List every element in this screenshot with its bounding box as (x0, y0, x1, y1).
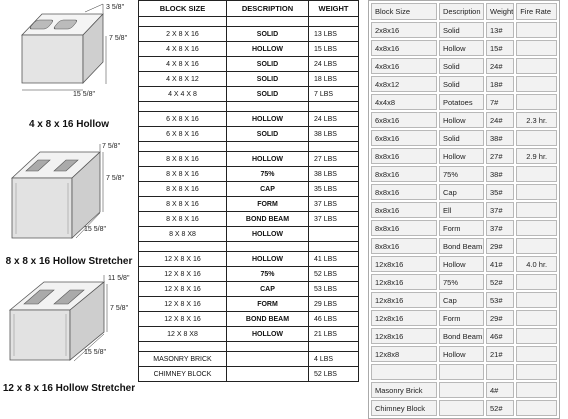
cell-fire-rate (516, 202, 557, 218)
cell-weight: 35# (486, 184, 514, 200)
table-row (139, 227, 359, 242)
cell-weight: 37 LBS (309, 197, 359, 212)
cell-block-size: 12x8x16 (371, 310, 437, 326)
block-8x8x16-drawing (0, 138, 138, 253)
cell-block-size: 4 X 4 X 8 (139, 87, 227, 102)
cell-weight (309, 142, 359, 152)
cell-weight: 29 LBS (309, 297, 359, 312)
cell-weight: 15# (486, 40, 514, 56)
block-caption: 4 x 8 x 16 Hollow (28, 119, 110, 130)
cell-weight: 41 LBS (309, 252, 359, 267)
cell-weight: 35 LBS (309, 182, 359, 197)
cell-description (227, 242, 309, 252)
table-row (139, 297, 359, 312)
cell-description: Solid (439, 76, 484, 92)
cell-weight: 18 LBS (309, 72, 359, 87)
cell-fire-rate (516, 364, 557, 380)
cell-block-size: 12x8x8 (371, 346, 437, 362)
header-weight: Weight (486, 3, 514, 20)
cell-block-size: 4x8x16 (371, 58, 437, 74)
cell-block-size: 8x8x16 (371, 202, 437, 218)
cell-weight: 13 LBS (309, 27, 359, 42)
cell-block-size: 12x8x16 (371, 256, 437, 272)
table-row (371, 202, 557, 218)
table-row (139, 27, 359, 42)
cell-fire-rate (516, 40, 557, 56)
block-caption: 12 x 8 x 16 Hollow Stretcher (2, 383, 136, 394)
cell-block-size: 4x4x8 (371, 94, 437, 110)
cell-weight: 24# (486, 58, 514, 74)
table-spacer-row (371, 364, 557, 380)
cell-fire-rate (516, 292, 557, 308)
table-row (139, 312, 359, 327)
cell-weight: 24 LBS (309, 57, 359, 72)
cell-weight: 7# (486, 94, 514, 110)
table-row (139, 352, 359, 367)
cell-weight: 29# (486, 310, 514, 326)
cell-block-size: 8x8x16 (371, 220, 437, 236)
cell-description: 75% (227, 267, 309, 282)
cell-weight: 15 LBS (309, 42, 359, 57)
table-spacer-row (139, 342, 359, 352)
table-row (139, 112, 359, 127)
cell-weight: 24 LBS (309, 112, 359, 127)
cell-description: CAP (227, 182, 309, 197)
table-row (139, 212, 359, 227)
cell-description: HOLLOW (227, 227, 309, 242)
cell-description (439, 382, 484, 398)
cell-block-size: 8 X 8 X 16 (139, 212, 227, 227)
cell-fire-rate (516, 166, 557, 182)
table-row (371, 220, 557, 236)
cell-block-size (139, 142, 227, 152)
table-row (371, 346, 557, 362)
cell-fire-rate (516, 238, 557, 254)
cell-block-size: Chimney Block (371, 400, 437, 416)
cell-weight: 13# (486, 22, 514, 38)
table-spacer-row (139, 242, 359, 252)
cell-description: HOLLOW (227, 42, 309, 57)
cell-fire-rate (516, 58, 557, 74)
cell-fire-rate (516, 94, 557, 110)
table-header-row (371, 3, 557, 20)
table-row (371, 166, 557, 182)
table-row (139, 252, 359, 267)
cell-description: Ell (439, 202, 484, 218)
cell-description: 75% (227, 167, 309, 182)
table-row (371, 112, 557, 128)
cell-description: Cap (439, 184, 484, 200)
cell-weight: 41# (486, 256, 514, 272)
dim-depth-label: 7 5/8" (102, 143, 121, 150)
cell-description: Solid (439, 22, 484, 38)
cell-block-size (139, 102, 227, 112)
cell-weight: 52 LBS (309, 367, 359, 382)
cell-block-size: MASONRY BRICK (139, 352, 227, 367)
table-row (139, 42, 359, 57)
cell-weight: 18# (486, 76, 514, 92)
cell-description: HOLLOW (227, 112, 309, 127)
cell-block-size: CHIMNEY BLOCK (139, 367, 227, 382)
cell-weight: 38# (486, 130, 514, 146)
cell-fire-rate (516, 328, 557, 344)
table-row (371, 274, 557, 290)
cell-fire-rate (516, 220, 557, 236)
cell-description (227, 102, 309, 112)
table-row (371, 22, 557, 38)
cell-fire-rate (516, 22, 557, 38)
cell-block-size: 4 X 8 X 16 (139, 57, 227, 72)
table-row (371, 382, 557, 398)
table-row (371, 76, 557, 92)
table-row (139, 182, 359, 197)
block-12x8x16-drawing (0, 272, 138, 382)
cell-block-size (139, 342, 227, 352)
cell-description: Hollow (439, 40, 484, 56)
table-row (371, 292, 557, 308)
cell-block-size: 12x8x16 (371, 292, 437, 308)
block-illustrations (0, 0, 138, 400)
table-body (139, 17, 359, 382)
cell-weight: 27# (486, 148, 514, 164)
cell-weight: 37# (486, 220, 514, 236)
table-row (371, 40, 557, 56)
cell-description: Solid (439, 130, 484, 146)
cell-description (227, 352, 309, 367)
dim-length-label: 15 5/8" (73, 91, 95, 98)
cell-description: SOLID (227, 57, 309, 72)
header-description: Description (439, 3, 484, 20)
cell-block-size: 4x8x16 (371, 40, 437, 56)
cell-fire-rate (516, 310, 557, 326)
cell-description (227, 367, 309, 382)
dim-height-label: 7 5/8" (106, 175, 125, 182)
cell-description (439, 400, 484, 416)
table-body (371, 22, 557, 416)
table-row (371, 328, 557, 344)
dim-depth-label: 11 5/8" (108, 275, 130, 282)
cell-weight: 4# (486, 382, 514, 398)
cell-block-size: 12 X 8 X 16 (139, 267, 227, 282)
header-block-size: BLOCK SIZE (139, 1, 227, 17)
cell-weight (309, 227, 359, 242)
cell-description: Potatoes (439, 94, 484, 110)
table-row (139, 282, 359, 297)
cell-weight: 52 LBS (309, 267, 359, 282)
table-row (139, 127, 359, 142)
cell-weight: 21# (486, 346, 514, 362)
cell-fire-rate: 4.0 hr. (516, 256, 557, 272)
cell-block-size (371, 364, 437, 380)
cell-weight: 38 LBS (309, 127, 359, 142)
cell-block-size: 4x8x12 (371, 76, 437, 92)
cell-block-size: 6 X 8 X 16 (139, 127, 227, 142)
cell-description: HOLLOW (227, 152, 309, 167)
cell-description: CAP (227, 282, 309, 297)
cell-block-size: 6 X 8 X 16 (139, 112, 227, 127)
cell-block-size: 8 X 8 X 16 (139, 167, 227, 182)
cell-block-size: 8x8x16 (371, 166, 437, 182)
cell-weight: 7 LBS (309, 87, 359, 102)
cell-weight: 46# (486, 328, 514, 344)
cell-description: Bond Beam (439, 238, 484, 254)
cell-description: FORM (227, 297, 309, 312)
cell-description (227, 17, 309, 27)
cell-block-size: 12 X 8 X 16 (139, 282, 227, 297)
cell-block-size (139, 17, 227, 27)
table-spacer-row (139, 102, 359, 112)
cell-block-size (139, 242, 227, 252)
table-row (371, 238, 557, 254)
cell-description: Hollow (439, 148, 484, 164)
cell-description: SOLID (227, 127, 309, 142)
cell-fire-rate (516, 76, 557, 92)
cell-weight (309, 102, 359, 112)
cell-description: SOLID (227, 87, 309, 102)
dim-depth-label: 3 5/8" (106, 4, 125, 11)
cell-description: FORM (227, 197, 309, 212)
cell-description: Form (439, 220, 484, 236)
table-row (371, 400, 557, 416)
table-row (139, 167, 359, 182)
dim-length-label: 15 5/8" (84, 349, 106, 356)
cell-description: 75% (439, 166, 484, 182)
cell-description (227, 142, 309, 152)
table-row (371, 94, 557, 110)
cell-block-size: 2x8x16 (371, 22, 437, 38)
cell-block-size: 6x8x16 (371, 130, 437, 146)
cell-weight: 27 LBS (309, 152, 359, 167)
cell-weight: 38# (486, 166, 514, 182)
cell-weight: 4 LBS (309, 352, 359, 367)
cell-weight: 21 LBS (309, 327, 359, 342)
header-fire-rate: Fire Rate (516, 3, 557, 20)
header-block-size: Block Size (371, 3, 437, 20)
table-row (371, 184, 557, 200)
block-weight-table (138, 0, 359, 382)
cell-block-size: 8x8x16 (371, 238, 437, 254)
dim-length-label: 15 5/8" (84, 226, 106, 233)
block-4x8x16 (0, 0, 138, 135)
cell-description: 75% (439, 274, 484, 290)
cell-fire-rate (516, 346, 557, 362)
cell-block-size: 8x8x16 (371, 184, 437, 200)
table-spacer-row (139, 142, 359, 152)
cell-fire-rate (516, 184, 557, 200)
table-row (139, 267, 359, 282)
cell-fire-rate (516, 274, 557, 290)
cell-block-size: 2 X 8 X 16 (139, 27, 227, 42)
cell-description: Bond Beam (439, 328, 484, 344)
cell-description: Cap (439, 292, 484, 308)
cell-description: HOLLOW (227, 252, 309, 267)
table-row (139, 367, 359, 382)
dim-height-label: 7 5/8" (109, 35, 128, 42)
cell-fire-rate (516, 130, 557, 146)
cell-fire-rate (516, 382, 557, 398)
cell-weight: 24# (486, 112, 514, 128)
cell-block-size: 8 X 8 X 16 (139, 197, 227, 212)
cell-description: BOND BEAM (227, 312, 309, 327)
block-4x8x16-drawing (0, 0, 138, 115)
cell-block-size: 12 X 8 X 16 (139, 297, 227, 312)
cell-description: Hollow (439, 112, 484, 128)
table-row (371, 130, 557, 146)
block-8x8x16 (0, 138, 138, 268)
table-spacer-row (139, 17, 359, 27)
cell-block-size: 8x8x16 (371, 148, 437, 164)
cell-block-size: 8 X 8 X 16 (139, 152, 227, 167)
table-row (139, 152, 359, 167)
cell-block-size: 12x8x16 (371, 328, 437, 344)
cell-weight: 52# (486, 400, 514, 416)
cell-block-size: Masonry Brick (371, 382, 437, 398)
table-row (139, 87, 359, 102)
cell-block-size: 12 X 8 X 16 (139, 252, 227, 267)
block-caption: 8 x 8 x 16 Hollow Stretcher (5, 256, 133, 267)
table-row (371, 148, 557, 164)
block-12x8x16 (0, 272, 138, 400)
table-row (139, 327, 359, 342)
table-row (371, 310, 557, 326)
cell-block-size: 6x8x16 (371, 112, 437, 128)
cell-fire-rate: 2.3 hr. (516, 112, 557, 128)
cell-block-size: 8 X 8 X 16 (139, 182, 227, 197)
cell-fire-rate (516, 400, 557, 416)
cell-block-size: 8 X 8 X8 (139, 227, 227, 242)
cell-weight: 53 LBS (309, 282, 359, 297)
cell-weight (486, 364, 514, 380)
header-weight: WEIGHT (309, 1, 359, 17)
cell-block-size: 4 X 8 X 16 (139, 42, 227, 57)
cell-block-size: 12 X 8 X8 (139, 327, 227, 342)
cell-description: BOND BEAM (227, 212, 309, 227)
cell-description: Hollow (439, 346, 484, 362)
cell-weight: 46 LBS (309, 312, 359, 327)
block-fire-rate-table (368, 0, 560, 419)
cell-weight (309, 242, 359, 252)
cell-block-size: 12 X 8 X 16 (139, 312, 227, 327)
cell-block-size: 12x8x16 (371, 274, 437, 290)
cell-weight (309, 17, 359, 27)
cell-weight: 52# (486, 274, 514, 290)
cell-description: HOLLOW (227, 327, 309, 342)
table-row (371, 256, 557, 272)
cell-description (227, 342, 309, 352)
table-row (139, 197, 359, 212)
cell-description (439, 364, 484, 380)
cell-weight: 37# (486, 202, 514, 218)
cell-description: SOLID (227, 27, 309, 42)
table-row (371, 58, 557, 74)
cell-weight (309, 342, 359, 352)
cell-weight: 37 LBS (309, 212, 359, 227)
cell-description: Form (439, 310, 484, 326)
cell-description: Hollow (439, 256, 484, 272)
header-description: DESCRIPTION (227, 1, 309, 17)
cell-description: SOLID (227, 72, 309, 87)
dim-height-label: 7 5/8" (110, 305, 129, 312)
cell-weight: 38 LBS (309, 167, 359, 182)
table-row (139, 57, 359, 72)
cell-block-size: 4 X 8 X 12 (139, 72, 227, 87)
cell-weight: 29# (486, 238, 514, 254)
cell-description: Solid (439, 58, 484, 74)
table-header-row (139, 1, 359, 17)
cell-weight: 53# (486, 292, 514, 308)
cell-fire-rate: 2.9 hr. (516, 148, 557, 164)
table-row (139, 72, 359, 87)
